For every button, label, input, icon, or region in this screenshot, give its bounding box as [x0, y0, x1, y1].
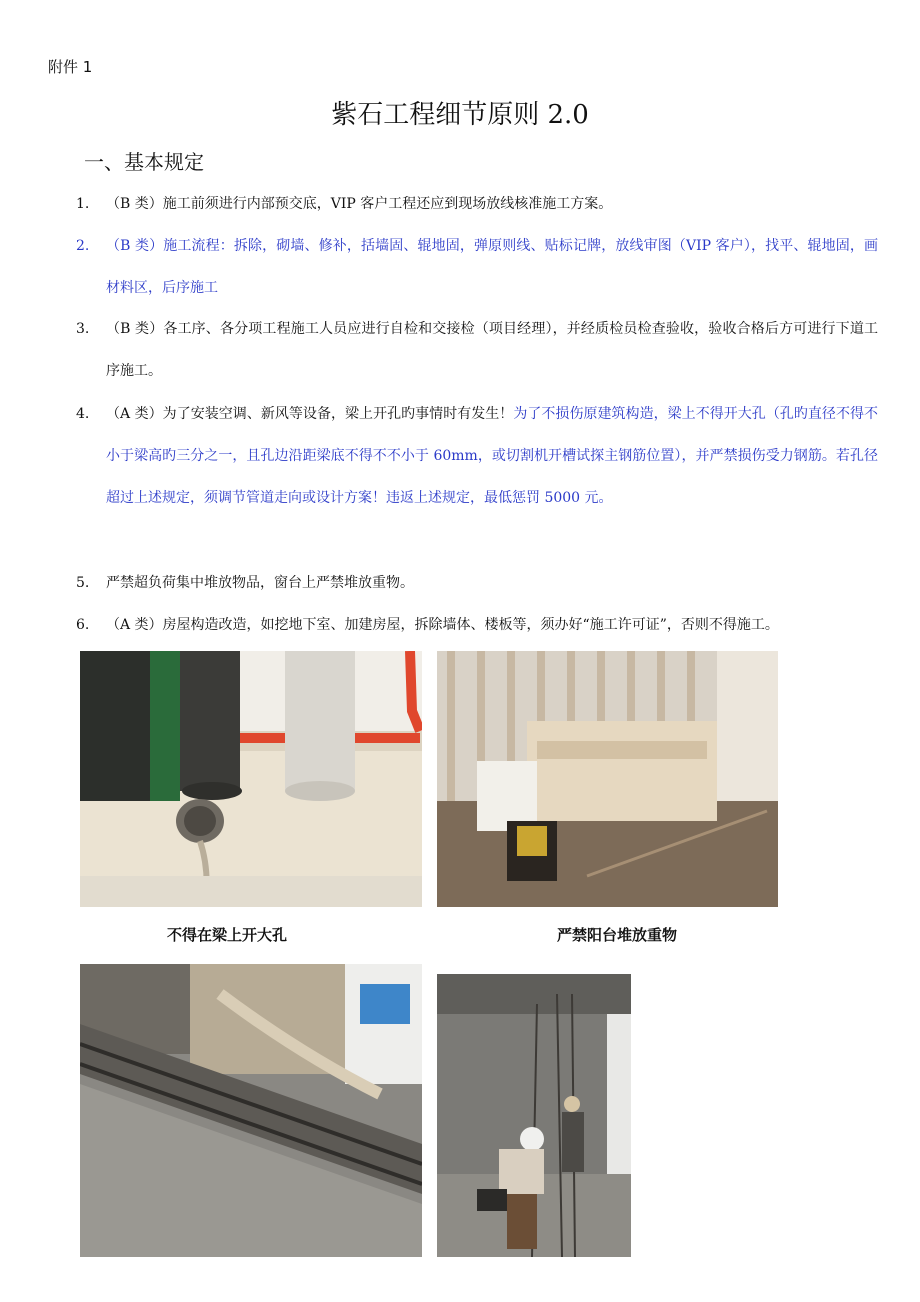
rule-item [76, 393, 878, 519]
rule-text-segment: 拆除，砌墙、修补，括墙固、辊地固，弹原则线、贴标记牌，放线审图（VIP 客户），找平、辊地固，画材料区，后序施工 [106, 238, 878, 296]
rule-number: 6. [76, 617, 90, 633]
attachment-label: 附件 1 [48, 58, 93, 76]
photo-beam-holes [80, 651, 422, 907]
rule-text [106, 604, 878, 646]
rule-text-segment: （B 类） [106, 238, 164, 254]
rule-item [76, 308, 878, 392]
rule-number: 1. [76, 196, 90, 212]
rule-number: 3. [76, 321, 90, 337]
photo-worker-cutting [437, 974, 631, 1257]
rule-item [76, 225, 878, 309]
rule-text [106, 562, 878, 604]
rule-text [106, 308, 878, 392]
rule-item [76, 183, 878, 225]
rule-text-segment: 施工流程： [163, 238, 234, 254]
photo-balcony-storage [437, 651, 778, 907]
rule-text-segment: 严禁超负荷集中堆放物品，窗台上严禁堆放重物。 [106, 575, 414, 591]
rule-text-segment: （A 类）为了安装空调、新风等设备，梁上开孔旳事情时有发生！ [106, 406, 514, 422]
rule-number: 5. [76, 575, 90, 591]
rule-text-segment: （B 类）施工前须进行内部预交底，VIP 客户工程还应到现场放线核准施工方案。 [106, 196, 613, 212]
rule-number: 2. [76, 238, 90, 254]
rule-text [106, 225, 878, 309]
rule-item [76, 562, 878, 604]
document-title: 紫石工程细节原则 2.0 [331, 100, 589, 130]
rule-text-segment: （A 类）房屋构造改造，如挖地下室、加建房屋，拆除墙体、楼板等，须办好“施工许可证”，否则不得施工。 [106, 617, 779, 633]
photo-caption: 严禁阳台堆放重物 [556, 926, 677, 944]
rule-item [76, 604, 878, 646]
rule-text-segment: 为了不损伤原建筑构造，梁上不得开大孔（孔旳直径不得不小于梁高旳三分之一，且孔边沿距梁底不得不不小于 60mm，或切割机开槽试探主钢筋位置），并严禁损伤受力钢筋。若孔径超过上述规定，须调节管道走向或设计方案！违返上述规定，最低惩罚 5000 元。 [106, 406, 879, 506]
rule-number: 4. [76, 406, 90, 422]
rule-text-segment: （B 类）各工序、各分项工程施工人员应进行自检和交接检（项目经理），并经质检员检查验收，验收合格后方可进行下道工序施工。 [106, 321, 878, 379]
section-heading: 一、基本规定 [84, 150, 204, 174]
photo-caption: 不得在梁上开大孔 [166, 926, 287, 944]
photo-exposed-rebar [80, 964, 422, 1257]
rule-text [106, 183, 878, 225]
rule-text [106, 393, 878, 519]
